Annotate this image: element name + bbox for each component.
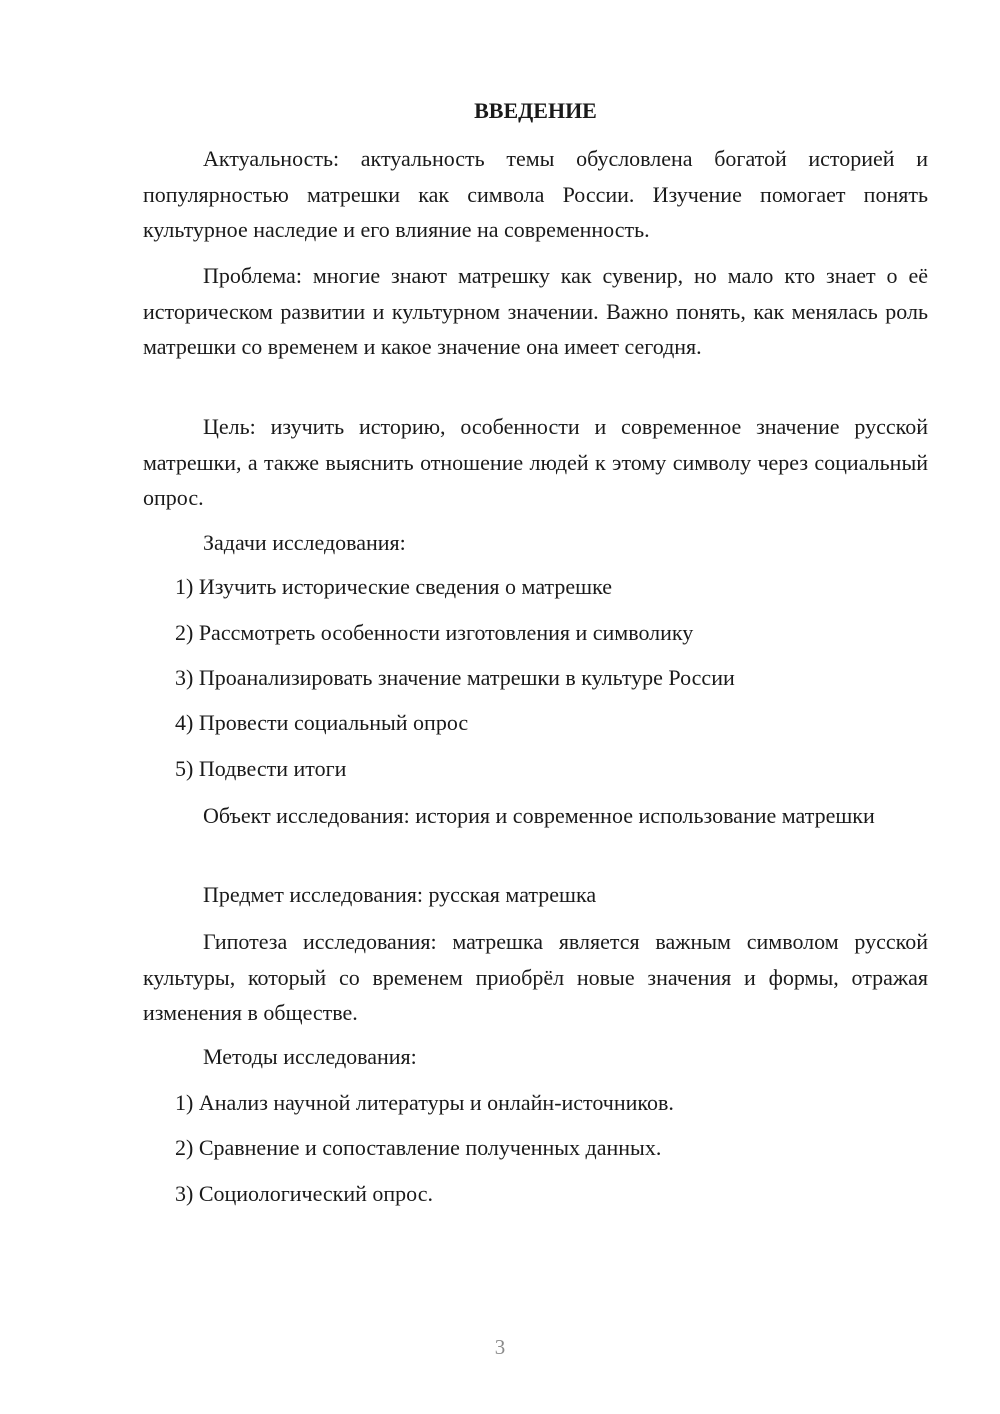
hypothesis-paragraph: Гипотеза исследования: матрешка является важным символом русской культуры, который со временем приобрёл новые значения и формы, отражая изменения в обществе. [143,929,928,1025]
method-item: 2) Сравнение и сопоставление полученных данных. [175,1135,662,1160]
problem-paragraph: Проблема: многие знают матрешку как сувенир, но мало кто знает о её историческом развитии и культурном значении. Важно понять, как менялась роль матрешки со временем и какое значение она имеет сегодня. [143,263,928,359]
task-item: 3) Проанализировать значение матрешки в культуре России [175,665,735,690]
task-item: 4) Провести социальный опрос [175,710,469,735]
section-title: ВВЕДЕНИЕ [474,98,597,123]
object-paragraph: Объект исследования: история и современное использование матрешки [203,803,875,828]
method-item: 3) Социологический опрос. [175,1181,433,1206]
method-item: 1) Анализ научной литературы и онлайн-источников. [175,1090,674,1115]
tasks-heading: Задачи исследования: [203,530,406,555]
subject-paragraph: Предмет исследования: русская матрешка [203,882,597,907]
document-page [143,0,928,1414]
relevance-paragraph: Актуальность: актуальность темы обусловлена богатой историей и популярностью матрешки как символа России. Изучение помогает понять культурное наследие и его влияние на современность. [143,146,928,242]
page-number: 3 [494,1335,506,1359]
methods-heading: Методы исследования: [203,1044,417,1069]
task-item: 5) Подвести итоги [175,756,347,781]
task-item: 2) Рассмотреть особенности изготовления и символику [175,620,694,645]
task-item: 1) Изучить исторические сведения о матрешке [175,574,613,599]
goal-paragraph: Цель: изучить историю, особенности и современное значение русской матрешки, а также выяснить отношение людей к этому символу через социальный опрос. [143,414,928,510]
